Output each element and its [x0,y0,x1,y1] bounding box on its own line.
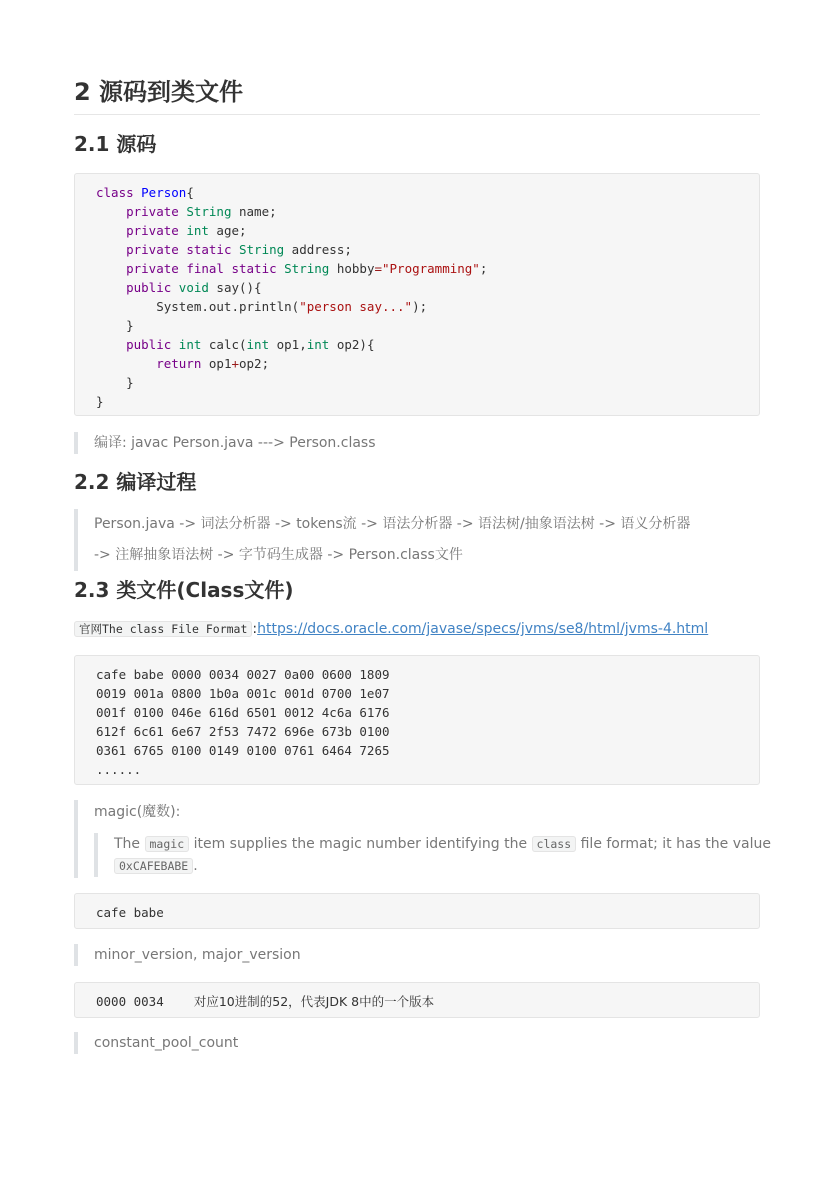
code-token: ); [412,299,428,314]
magic-code-block [74,893,760,929]
code-token: static [186,242,239,257]
code-token: private [96,242,187,257]
version-quote [74,944,760,966]
code-token: private [96,261,187,276]
hex-line: 0361 6765 0100 0149 0100 0761 6464 7265 [96,743,390,758]
code-token: calc( [201,337,247,352]
source-code-block [74,173,760,416]
code-line [96,221,738,240]
version-label: minor_version, major_version [94,947,301,963]
compile-note-quote [74,432,760,454]
code-token: name; [231,204,277,219]
code-token: = [374,261,382,276]
compile-note: 编译: javac Person.java ---> Person.class [94,435,376,451]
code-line [96,297,738,316]
magic-desc-text: The [114,836,145,852]
code-line [96,202,738,221]
class-code: class [532,836,577,852]
hex-line: ...... [96,762,142,777]
code-token: class [96,185,142,200]
compile-process-line-2: -> 注解抽象语法树 -> 字节码生成器 -> Person.class文件 [94,547,463,563]
code-token: int [178,337,202,352]
code-token: } [96,375,134,390]
code-token: final [186,261,232,276]
code-token: String [284,261,330,276]
magic-desc-text: file format; it has the value [576,836,771,852]
constant-pool-quote [74,1032,760,1054]
code-line [96,373,738,392]
code-token: op2){ [329,337,375,352]
code-token: String [186,204,232,219]
official-label: 官网The class File Format [74,621,252,637]
magic-description-quote [94,833,780,877]
code-line [96,278,738,297]
code-token: "Programming" [382,261,480,276]
code-token: "person say..." [299,299,413,314]
hex-line: 612f 6c61 6e67 2f53 7472 696e 673b 0100 [96,724,390,739]
code-token: void [178,280,209,295]
official-link-row [74,618,708,640]
code-line [96,335,738,354]
code-token: private [96,223,187,238]
code-line [96,392,738,411]
code-token: public [96,280,179,295]
cafebabe-code: 0xCAFEBABE [114,858,193,874]
code-token: int [186,223,209,238]
hex-line: cafe babe 0000 0034 0027 0a00 0600 1809 [96,667,390,682]
code-line [96,354,738,373]
heading-compile-process: 2.2 编译过程 [74,470,197,494]
version-note: 对应10进制的52，代表JDK 8中的一个版本 [193,994,435,1009]
heading-class-file: 2.3 类文件(Class文件) [74,578,294,602]
code-token: } [96,318,134,333]
code-token: private [96,204,187,219]
code-line [96,316,738,335]
code-token: Person [141,185,187,200]
magic-code: magic [145,836,190,852]
code-token: public [96,337,179,352]
code-token: age; [208,223,247,238]
code-token: op1, [269,337,307,352]
hex-dump-block [74,655,760,785]
magic-code-line: cafe babe [96,905,164,920]
code-token: } [96,394,104,409]
code-token: address; [284,242,352,257]
code-token: static [231,261,285,276]
code-line [96,240,738,259]
section-heading-2: 2 源码到类文件 [74,76,760,115]
compile-process-quote [74,509,760,571]
code-token: System.out.println( [96,299,300,314]
hex-line: 0019 001a 0800 1b0a 001c 001d 0700 1e07 [96,686,390,701]
magic-label: magic(魔数): [94,804,181,820]
code-token: int [306,337,330,352]
colon: : [252,621,258,637]
version-code-line [96,992,738,1011]
code-line [96,259,738,278]
code-token: op2; [239,356,270,371]
heading-source: 2.1 源码 [74,132,157,156]
code-token: + [231,356,239,371]
compile-process-line-1: Person.java -> 词法分析器 -> tokens流 -> 语法分析器 -> 语法树/抽象语法树 -> 语义分析器 [94,516,691,532]
magic-quote [74,800,771,878]
code-token: hobby [329,261,375,276]
code-line [96,183,738,202]
code-token: return [96,356,209,371]
version-code-block [74,982,760,1018]
constant-pool-label: constant_pool_count [94,1035,239,1051]
hex-line: 001f 0100 046e 616d 6501 0012 4c6a 6176 [96,705,390,720]
code-token: { [186,185,194,200]
code-token: say(){ [208,280,262,295]
code-token: ; [479,261,488,276]
code-token: op1 [208,356,232,371]
magic-desc-text: item supplies the magic number identifying the [189,836,532,852]
code-token: int [246,337,270,352]
magic-desc-text: . [193,858,198,874]
jvms-link[interactable]: https://docs.oracle.com/javase/specs/jvms/se8/html/jvms-4.html [257,621,709,637]
code-token: String [239,242,285,257]
version-hex: 0000 0034 [96,994,164,1009]
